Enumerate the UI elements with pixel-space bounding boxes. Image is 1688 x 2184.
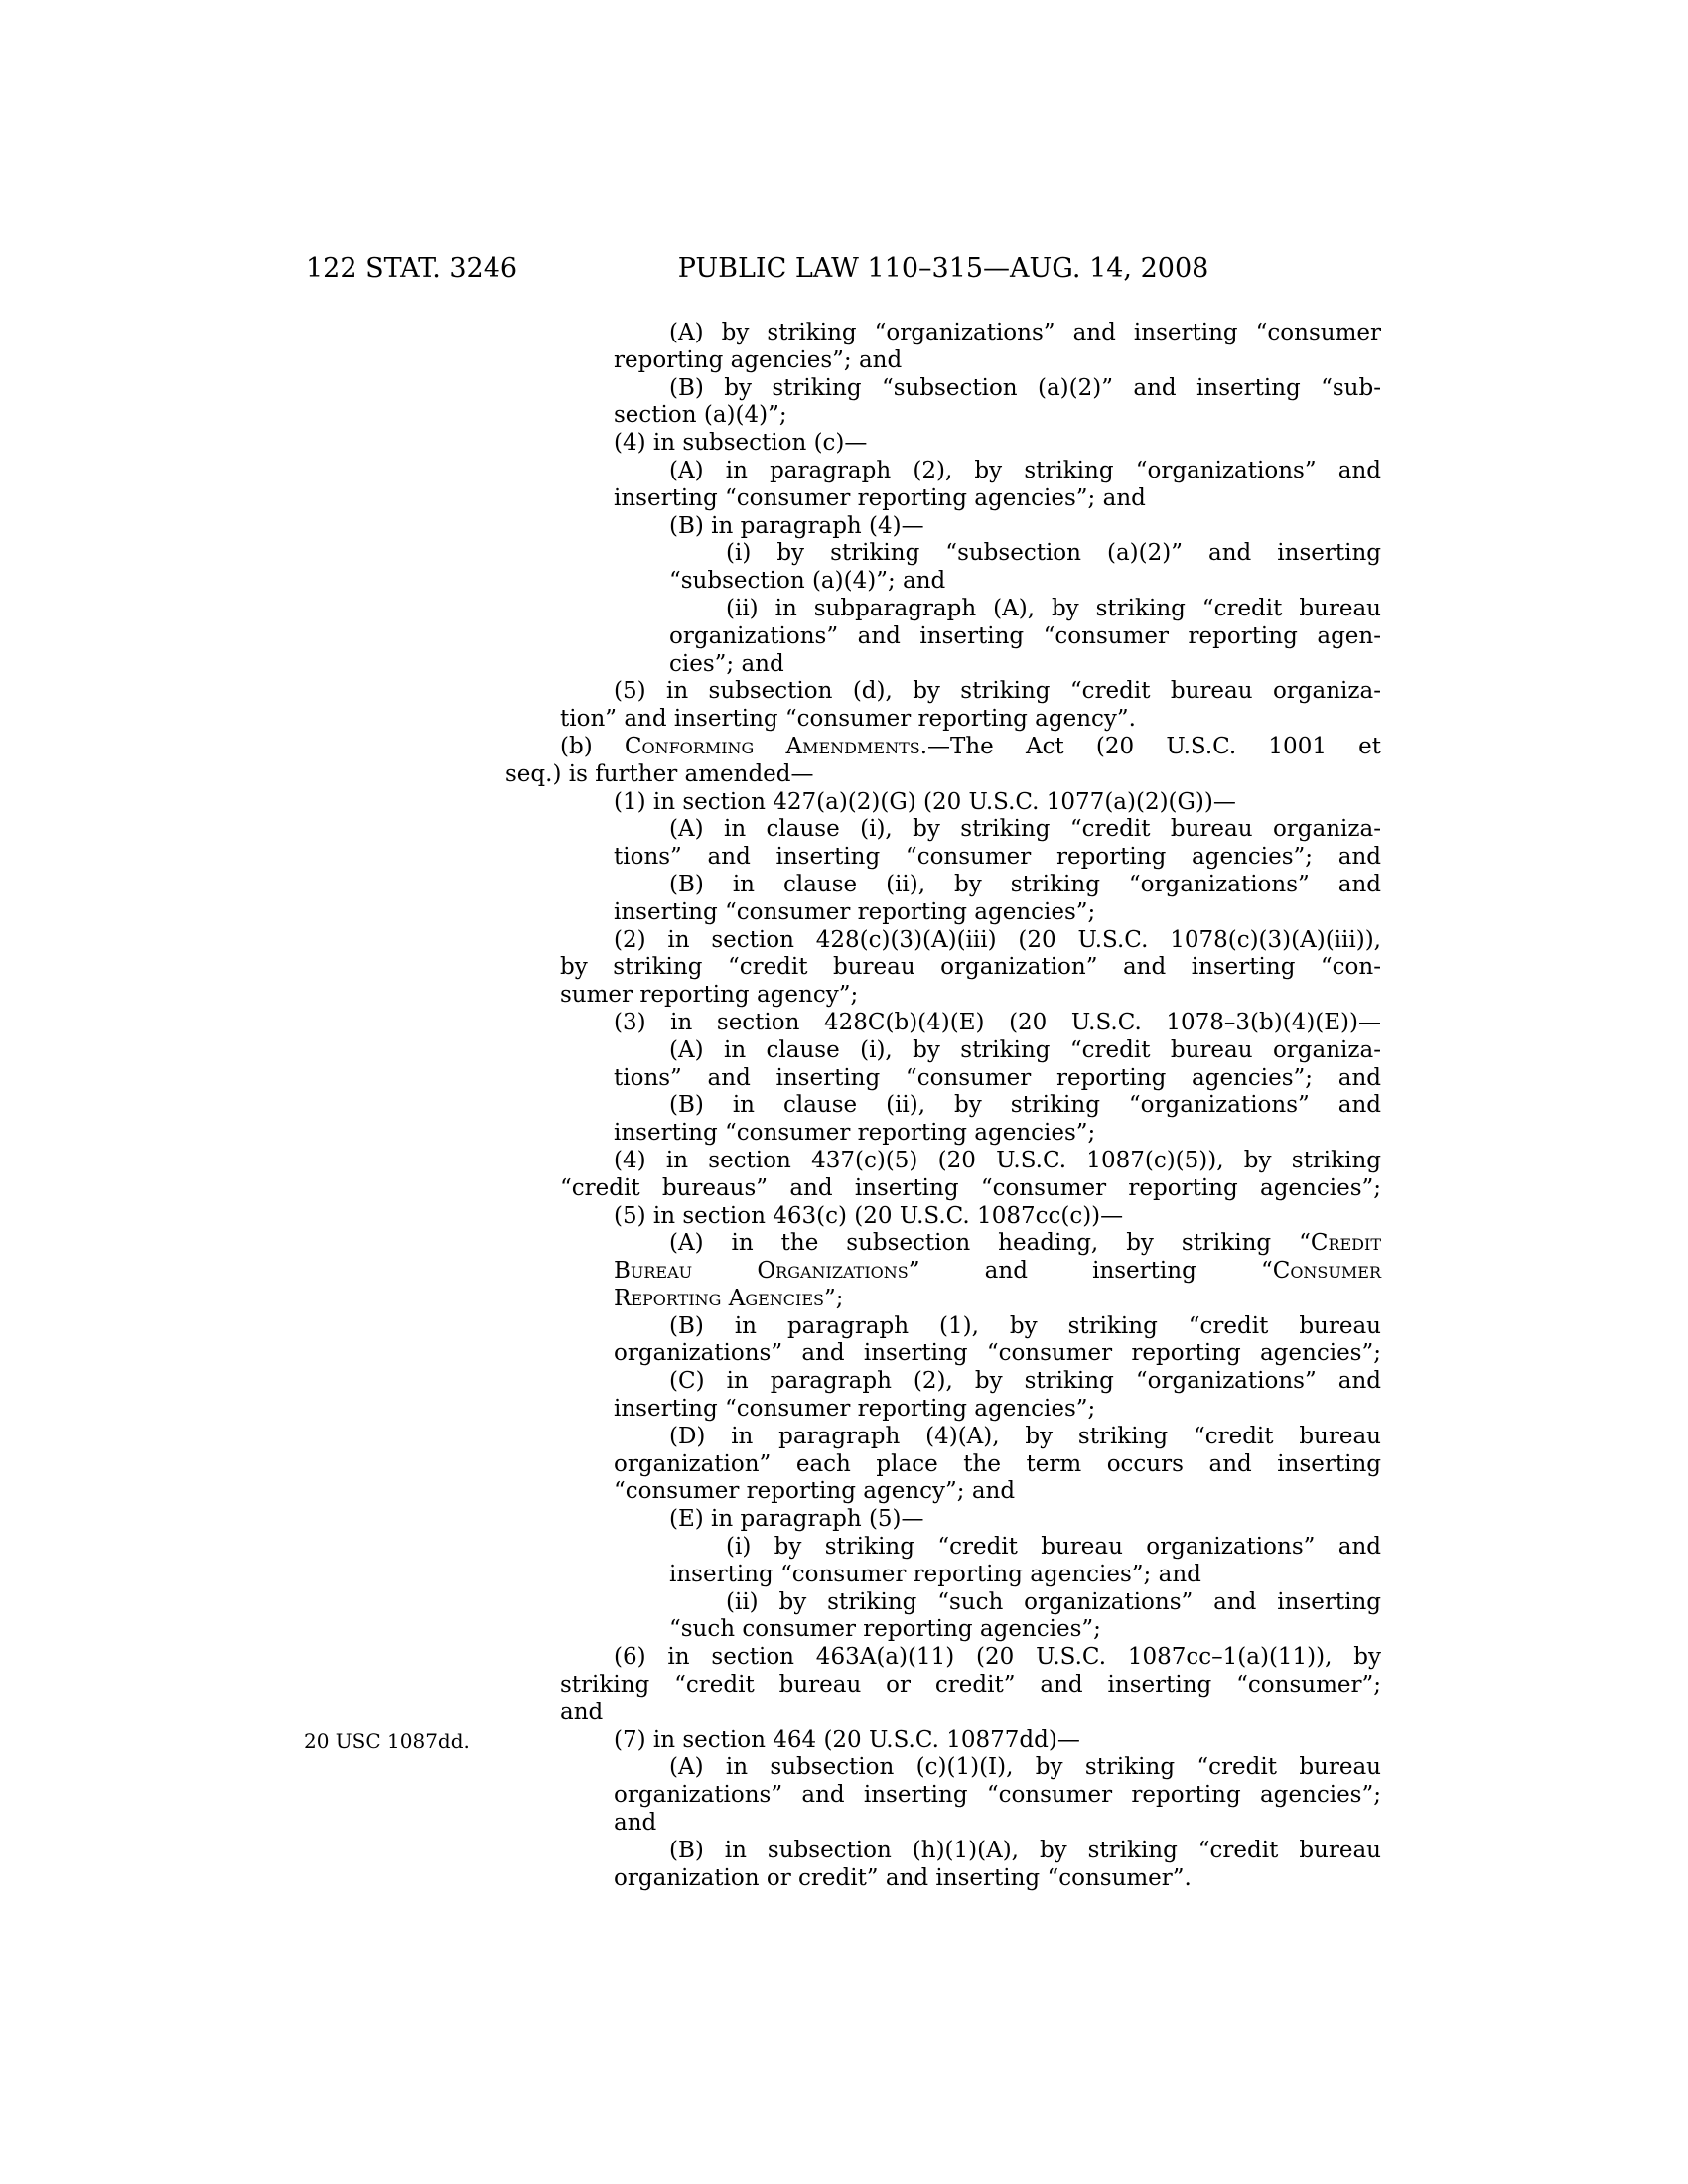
body-line: and: [614, 1810, 657, 1837]
body-line: (1) in section 427(a)(2)(G) (20 U.S.C. 1077(a)(2)(G))—: [614, 788, 1236, 815]
body-line: by striking “credit bureau organization” and inserting “con-: [560, 954, 1381, 981]
body-line: section (a)(4)”;: [614, 402, 787, 429]
body-line: organizations” and inserting “consumer reporting agencies”;: [614, 1782, 1381, 1809]
body-line: Reporting Agencies”;: [614, 1285, 844, 1311]
small-caps-text: Credit: [1310, 1230, 1381, 1257]
body-line: (A) in the subsection heading, by striking “Credit: [669, 1230, 1381, 1257]
body-line: (ii) in subparagraph (A), by striking “credit bureau: [726, 595, 1381, 621]
small-caps-text: Bureau Organizations: [614, 1258, 909, 1285]
body-line: striking “credit bureau or credit” and inserting “consumer”;: [560, 1672, 1381, 1699]
body-line: (B) in clause (ii), by striking “organizations” and: [669, 871, 1381, 897]
body-line: (B) in subsection (h)(1)(A), by striking “credit bureau: [669, 1837, 1381, 1863]
body-line: (2) in section 428(c)(3)(A)(iii) (20 U.S.C. 1078(c)(3)(A)(iii)),: [614, 926, 1381, 953]
body-line: reporting agencies”; and: [614, 346, 903, 373]
body-line: Bureau Organizations” and inserting “Consumer: [614, 1258, 1381, 1285]
margin-note-usc-citation: 20 USC 1087dd.: [304, 1729, 470, 1753]
body-line: and: [560, 1699, 604, 1725]
body-line: (D) in paragraph (4)(A), by striking “credit bureau: [669, 1423, 1381, 1449]
body-line: (3) in section 428C(b)(4)(E) (20 U.S.C. 1078–3(b)(4)(E))—: [614, 1009, 1381, 1035]
body-line: “subsection (a)(4)”; and: [669, 568, 946, 595]
small-caps-text: Conforming Amendments: [624, 733, 920, 759]
law-title-header: PUBLIC LAW 110–315—AUG. 14, 2008: [677, 253, 1209, 284]
body-line: (4) in subsection (c)—: [614, 430, 868, 457]
small-caps-text: Consumer: [1272, 1258, 1381, 1285]
body-line: (A) in paragraph (2), by striking “organizations” and: [669, 457, 1381, 483]
body-line: (A) by striking “organizations” and inserting “consumer: [669, 320, 1381, 345]
body-line: (5) in section 463(c) (20 U.S.C. 1087cc(c))—: [614, 1202, 1124, 1229]
body-line: (A) in subsection (c)(1)(I), by striking “credit bureau: [669, 1754, 1381, 1781]
body-line: “such consumer reporting agencies”;: [669, 1616, 1101, 1643]
body-line: “consumer reporting agency”; and: [614, 1478, 1016, 1505]
body-line: (ii) by striking “such organizations” and inserting: [726, 1588, 1381, 1615]
body-line: cies”; and: [669, 650, 784, 677]
body-line: inserting “consumer reporting agencies”; and: [669, 1561, 1201, 1587]
body-line: (B) in paragraph (4)—: [669, 512, 924, 539]
body-line: organization or credit” and inserting “consumer”.: [614, 1864, 1192, 1891]
body-line: (A) in clause (i), by striking “credit bureau organiza-: [669, 1036, 1381, 1063]
body-line: tion” and inserting “consumer reporting agency”.: [560, 706, 1136, 733]
body-line: (7) in section 464 (20 U.S.C. 10877dd)—: [614, 1726, 1080, 1753]
body-line: (i) by striking “credit bureau organizations” and: [726, 1534, 1381, 1561]
body-line: (B) by striking “subsection (a)(2)” and inserting “sub-: [669, 374, 1381, 401]
body-line: (i) by striking “subsection (a)(2)” and inserting: [726, 540, 1381, 567]
body-line: “credit bureaus” and inserting “consumer reporting agencies”;: [560, 1174, 1381, 1201]
statute-body: [505, 320, 1381, 1892]
body-line: (E) in paragraph (5)—: [669, 1506, 924, 1533]
body-line: seq.) is further amended—: [505, 760, 814, 787]
body-line: inserting “consumer reporting agencies”;: [614, 898, 1096, 925]
body-line: (B) in paragraph (1), by striking “credit bureau: [669, 1312, 1381, 1339]
body-line: tions” and inserting “consumer reporting agencies”; and: [614, 844, 1381, 871]
body-line: organizations” and inserting “consumer reporting agen-: [669, 622, 1381, 649]
small-caps-text: Reporting Agencies: [614, 1285, 825, 1311]
body-line: organizations” and inserting “consumer reporting agencies”;: [614, 1340, 1381, 1367]
body-line: organization” each place the term occurs and inserting: [614, 1450, 1381, 1477]
body-line: sumer reporting agency”;: [560, 982, 859, 1009]
body-line: (C) in paragraph (2), by striking “organizations” and: [669, 1368, 1381, 1395]
body-line: (A) in clause (i), by striking “credit bureau organiza-: [669, 816, 1381, 843]
stat-page-number: 122 STAT. 3246: [306, 253, 518, 284]
body-line: inserting “consumer reporting agencies”;: [614, 1120, 1096, 1147]
body-line: (5) in subsection (d), by striking “credit bureau organiza-: [614, 678, 1381, 705]
body-line: (B) in clause (ii), by striking “organizations” and: [669, 1092, 1381, 1119]
body-line: (b) Conforming Amendments.—The Act (20 U.S.C. 1001 et: [560, 733, 1381, 759]
body-line: inserting “consumer reporting agencies”;: [614, 1396, 1096, 1423]
body-line: (4) in section 437(c)(5) (20 U.S.C. 1087(c)(5)), by striking: [614, 1147, 1381, 1173]
body-line: tions” and inserting “consumer reporting agencies”; and: [614, 1064, 1381, 1091]
body-line: (6) in section 463A(a)(11) (20 U.S.C. 1087cc–1(a)(11)), by: [614, 1644, 1381, 1671]
body-line: inserting “consumer reporting agencies”; and: [614, 484, 1146, 511]
